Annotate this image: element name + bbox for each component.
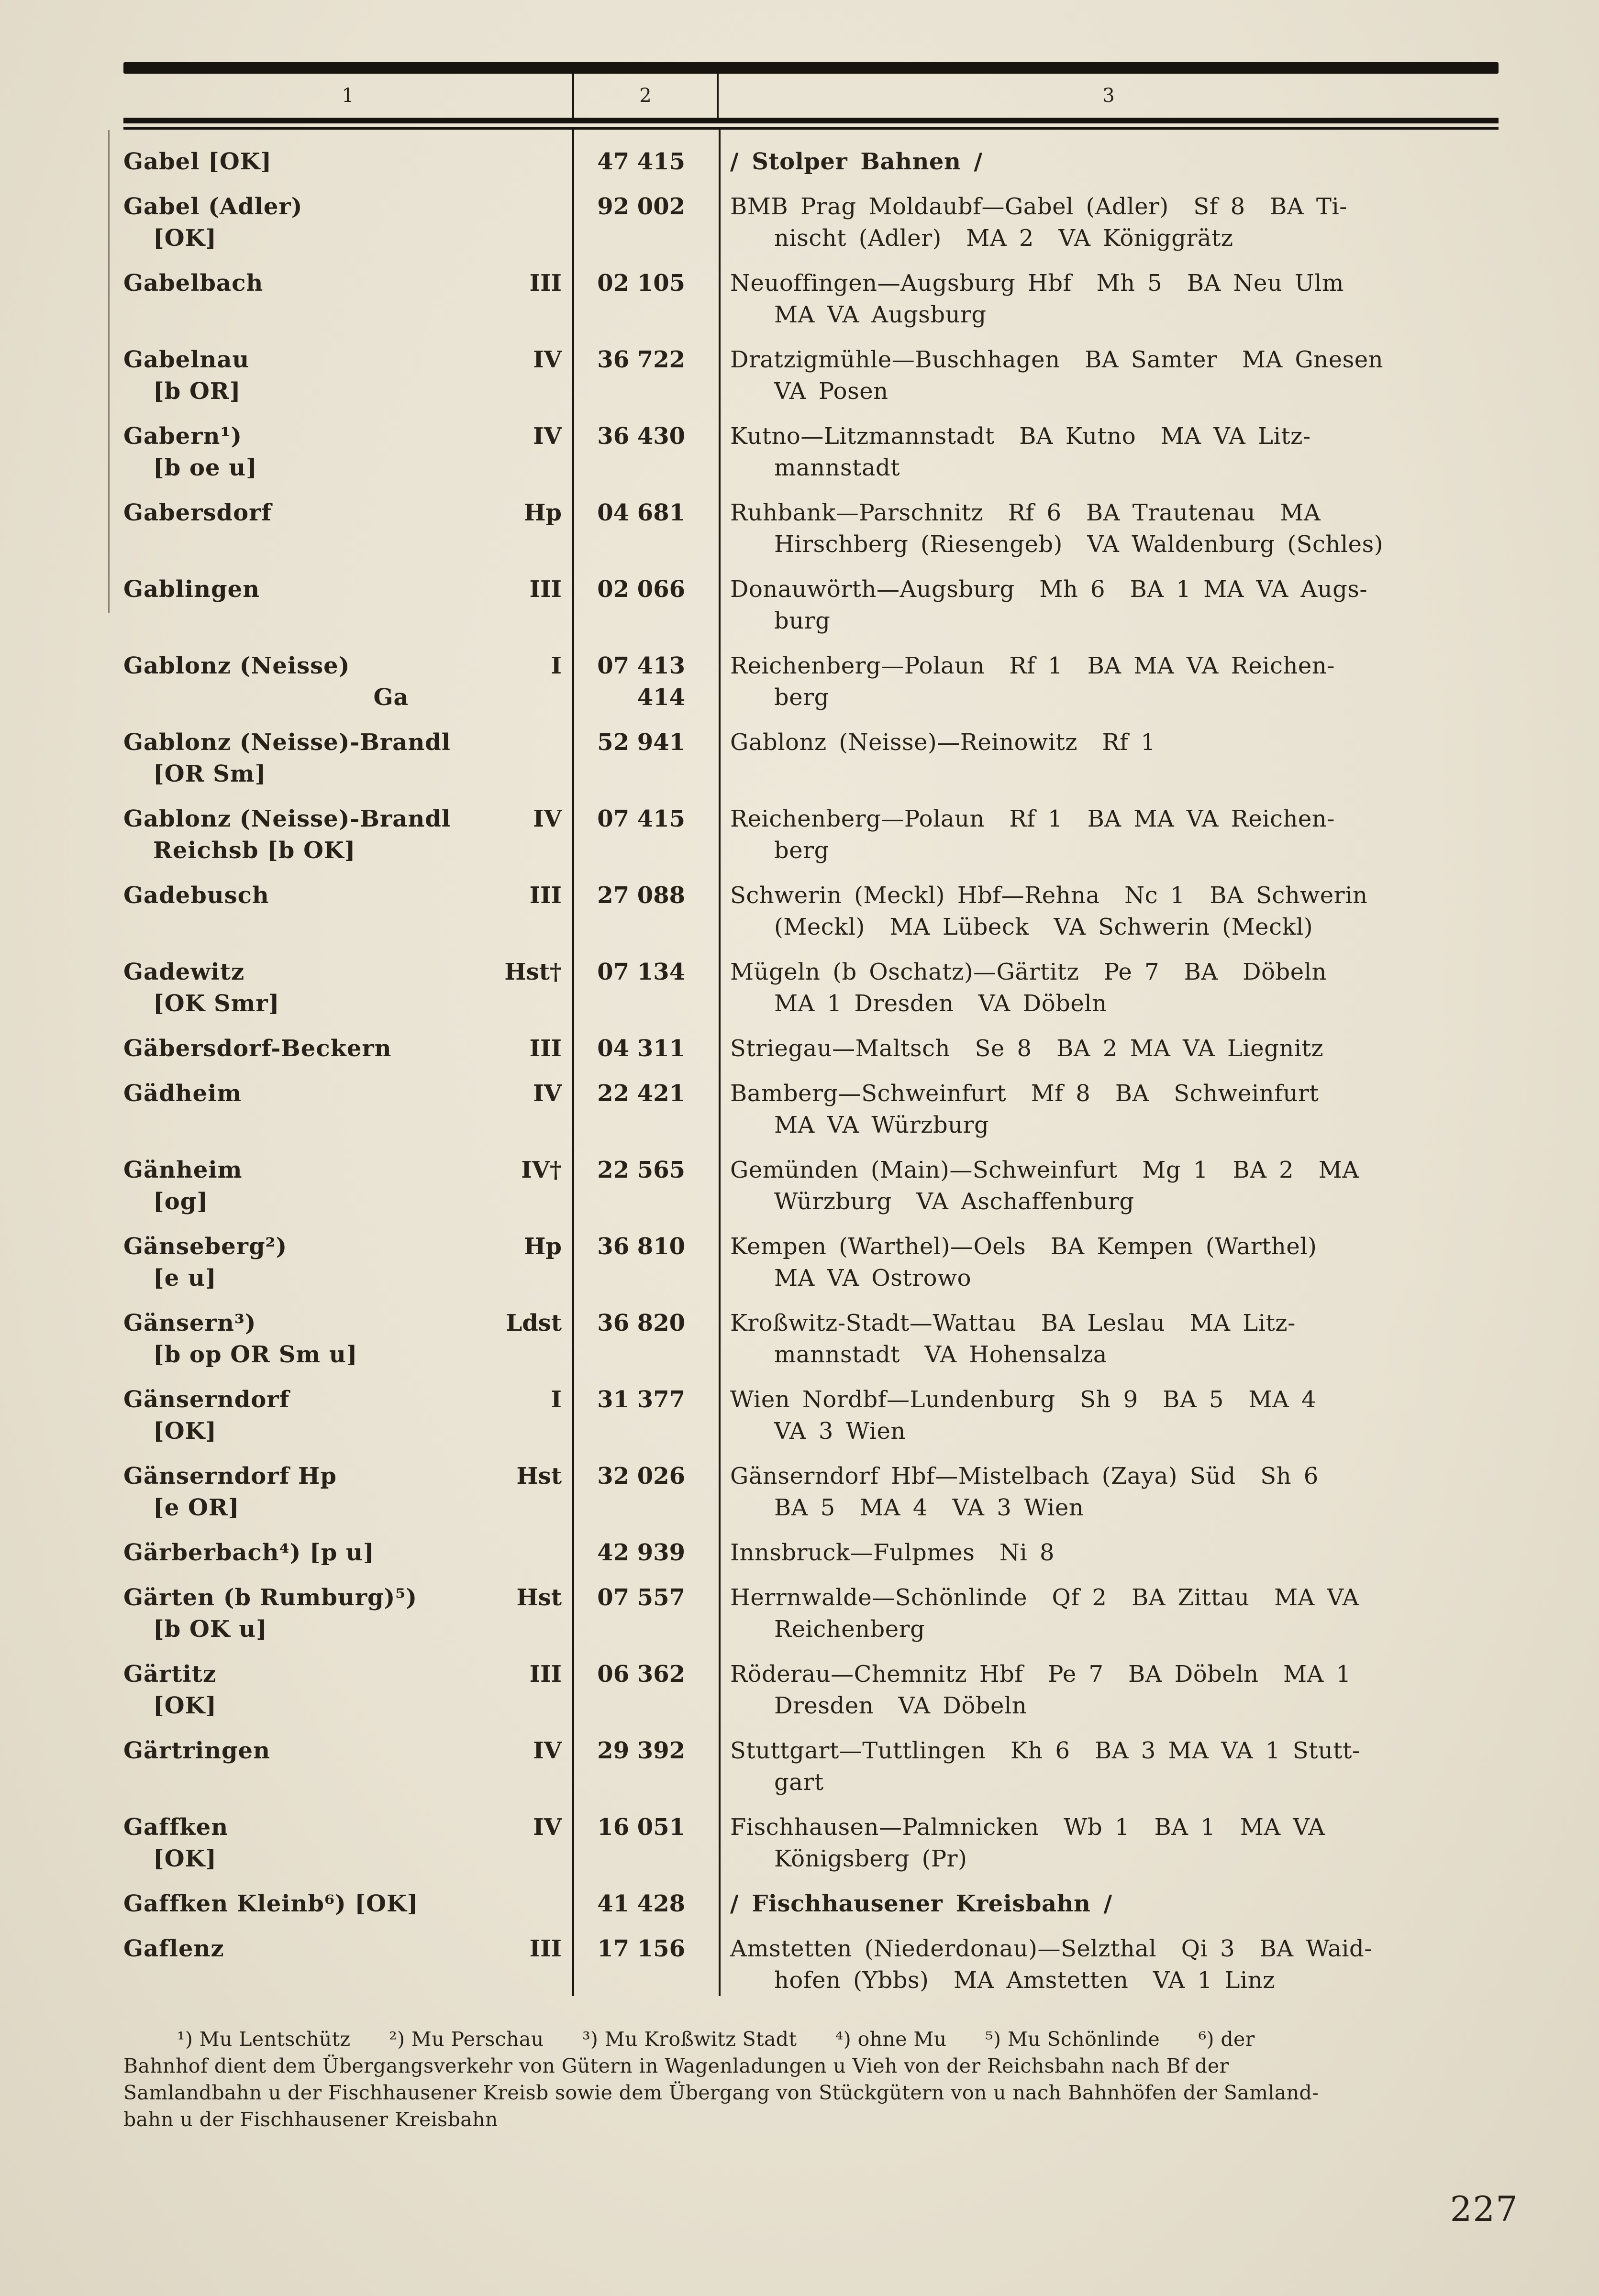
station-number: [572, 956, 719, 1019]
station-name-line: Gadewitz: [123, 959, 245, 985]
station-name-line: [b OR]: [153, 378, 241, 405]
table-row: [123, 1811, 1499, 1875]
station-number: [572, 727, 719, 790]
station-name: [123, 650, 572, 713]
table-row: [123, 803, 1499, 866]
table-row: [123, 1888, 1499, 1920]
station-name: [123, 1582, 572, 1645]
station-cell: [123, 1231, 572, 1294]
station-cell: [123, 267, 572, 331]
route-line: Reichenberg—Polaun Rf 1 BA MA VA Reichen-: [730, 806, 1335, 832]
station-name-line: [OK]: [153, 225, 217, 252]
station-number: [572, 1307, 719, 1370]
route-line: hofen (Ybbs) MA Amstetten VA 1 Linz: [774, 1967, 1275, 1994]
table-row: [123, 1033, 1499, 1064]
station-cell: [123, 727, 572, 790]
station-name: [123, 880, 572, 911]
station-name-line: [e OR]: [153, 1494, 240, 1521]
station-name-line: [OK Smr]: [153, 990, 280, 1017]
station-name: [123, 267, 572, 299]
route-line: Wien Nordbf—Lundenburg Sh 9 BA 5 MA 4: [730, 1386, 1317, 1413]
station-name-line: Gabersdorf: [123, 499, 272, 526]
route-cell: [719, 1033, 1499, 1064]
table-row: [123, 956, 1499, 1019]
footnote-line: bahn u der Fischhausener Kreisbahn: [123, 2108, 498, 2131]
route-line: Kroßwitz-Stadt—Wattau BA Leslau MA Litz-: [730, 1310, 1296, 1336]
station-class: I: [551, 652, 562, 679]
station-name: [123, 1154, 572, 1217]
station-name: [123, 497, 572, 529]
route-cell: [719, 1582, 1499, 1645]
table-row: [123, 574, 1499, 637]
route-cell: [719, 1933, 1499, 1996]
station-number-line: 07 413: [597, 652, 685, 679]
route-line: / Stolper Bahnen /: [730, 148, 983, 175]
route-cell: [719, 344, 1499, 407]
station-name: [123, 1888, 572, 1920]
route-line: Amstetten (Niederdonau)—Selzthal Qi 3 BA Waid-: [730, 1935, 1372, 1962]
station-number-line: 04 681: [597, 499, 685, 526]
station-number: [572, 574, 719, 637]
route-line: berg: [774, 837, 829, 864]
route-cell: [719, 267, 1499, 331]
station-name: [123, 1658, 572, 1722]
station-number: [572, 267, 719, 331]
station-cell: [123, 1811, 572, 1875]
page-content: [123, 62, 1499, 2133]
column-divider-2: [719, 130, 721, 1996]
route-cell: [719, 497, 1499, 560]
station-cell: [123, 956, 572, 1019]
route-cell: [719, 1811, 1499, 1875]
route-line: Herrnwalde—Schönlinde Qf 2 BA Zittau MA VA: [730, 1584, 1359, 1611]
table-row: [123, 1154, 1499, 1217]
station-class: III: [529, 1661, 562, 1688]
station-class: IV: [533, 346, 562, 373]
station-number: [572, 1384, 719, 1447]
station-name: [123, 1537, 572, 1568]
station-name: [123, 1033, 572, 1064]
station-cell: [123, 497, 572, 560]
station-class: III: [529, 882, 562, 909]
route-cell: [719, 1154, 1499, 1217]
station-cell: [123, 1735, 572, 1798]
station-number-line: 36 810: [597, 1233, 685, 1260]
station-number-line: 27 088: [597, 882, 685, 909]
station-number: [572, 1154, 719, 1217]
station-name-line: [b OK u]: [153, 1616, 267, 1643]
station-name: [123, 1811, 572, 1875]
station-cell: [123, 574, 572, 637]
station-name: [123, 803, 572, 866]
station-cell: [123, 650, 572, 713]
route-cell: [719, 1537, 1499, 1568]
station-number: [572, 1888, 719, 1920]
station-cell: [123, 1582, 572, 1645]
station-class: IV: [533, 1814, 562, 1841]
station-name: [123, 1460, 572, 1523]
station-name-line: Gablingen: [123, 576, 260, 603]
station-class: IV†: [521, 1157, 562, 1183]
table-row: [123, 1933, 1499, 1996]
station-number-line: 07 415: [597, 806, 685, 832]
route-line: Ruhbank—Parschnitz Rf 6 BA Trautenau MA: [730, 499, 1321, 526]
table-row: [123, 267, 1499, 331]
station-number: [572, 420, 719, 484]
station-cell: [123, 1078, 572, 1141]
station-cell: [123, 1658, 572, 1722]
station-number-line: 06 362: [597, 1661, 685, 1688]
station-name-line: [OK]: [153, 1692, 217, 1719]
table-row: [123, 191, 1499, 254]
station-name-line: Gadebusch: [123, 882, 269, 909]
route-line: Röderau—Chemnitz Hbf Pe 7 BA Döbeln MA 1: [730, 1661, 1351, 1688]
table-row: [123, 1537, 1499, 1568]
route-cell: [719, 1231, 1499, 1294]
station-name-line: Gaffken Kleinb⁶) [OK]: [123, 1890, 419, 1917]
route-line: Innsbruck—Fulpmes Ni 8: [730, 1539, 1055, 1566]
station-number-line: 22 421: [597, 1080, 685, 1107]
station-name-line: Gablonz (Neisse)-Brandl: [123, 806, 451, 832]
station-name-line: Gärberbach⁴) [p u]: [123, 1539, 375, 1566]
station-name: [123, 191, 572, 254]
route-cell: [719, 1888, 1499, 1920]
table-row: [123, 1735, 1499, 1798]
station-number-line: 29 392: [597, 1737, 685, 1764]
station-name: [123, 344, 572, 407]
station-number: [572, 497, 719, 560]
station-name-line: Reichsb [b OK]: [153, 837, 356, 864]
station-cell: [123, 1307, 572, 1370]
route-line: MA 1 Dresden VA Döbeln: [774, 990, 1107, 1017]
route-line: mannstadt: [774, 454, 900, 481]
footnotes: [123, 2026, 1499, 2133]
station-name-line: Gablonz (Neisse)-Brandl: [123, 729, 451, 756]
station-cell: [123, 1888, 572, 1920]
station-number-line: 41 428: [597, 1890, 685, 1917]
station-class: IV: [533, 423, 562, 450]
station-number-line: 36 722: [597, 346, 685, 373]
column-header-row: [123, 74, 1499, 118]
station-number-line: 36 430: [597, 423, 685, 450]
route-line: gart: [774, 1769, 824, 1796]
station-number-line: 31 377: [597, 1386, 685, 1413]
station-name: [123, 1384, 572, 1447]
route-line: Gemünden (Main)—Schweinfurt Mg 1 BA 2 MA: [730, 1157, 1359, 1183]
station-name: [123, 420, 572, 484]
route-line: MA VA Augsburg: [774, 301, 987, 328]
station-name-line: Gärten (b Rumburg)⁵): [123, 1584, 418, 1611]
station-class: IV: [533, 806, 562, 832]
station-name-line: [e u]: [153, 1265, 217, 1292]
route-line: nischt (Adler) MA 2 VA Königgrätz: [774, 225, 1233, 252]
station-number-line: 02 066: [597, 576, 685, 603]
station-number: [572, 1811, 719, 1875]
station-name-line: [OR Sm]: [153, 761, 266, 787]
station-name: [123, 1307, 572, 1370]
station-cell: [123, 146, 572, 177]
station-name-line: Gaffken: [123, 1814, 229, 1841]
station-name: [123, 1735, 572, 1766]
station-name-line: Gädheim: [123, 1080, 242, 1107]
footnote-line: Samlandbahn u der Fischhausener Kreisb sowie dem Übergang von Stückgütern von u nach Bahnhöfen der Samland-: [123, 2081, 1319, 2104]
table-row: [123, 880, 1499, 943]
station-name-line: Gabelnau: [123, 346, 250, 373]
route-line: Stuttgart—Tuttlingen Kh 6 BA 3 MA VA 1 Stutt-: [730, 1737, 1360, 1764]
station-cell: [123, 1537, 572, 1568]
station-class: III: [529, 576, 562, 603]
route-cell: [719, 420, 1499, 484]
station-number-line: 32 026: [597, 1463, 685, 1490]
station-number: [572, 191, 719, 254]
station-number: [572, 1231, 719, 1294]
station-number: [572, 1658, 719, 1722]
table-row: [123, 1658, 1499, 1722]
station-cell: [123, 1154, 572, 1217]
station-number: [572, 146, 719, 177]
station-number: [572, 1582, 719, 1645]
station-number: [572, 1537, 719, 1568]
route-line: Striegau—Maltsch Se 8 BA 2 MA VA Liegnitz: [730, 1035, 1324, 1062]
route-line: Dresden VA Döbeln: [774, 1692, 1027, 1719]
column-header-3: 3: [1102, 85, 1115, 107]
station-number: [572, 803, 719, 866]
top-rule: [123, 62, 1499, 74]
route-line: mannstadt VA Hohensalza: [774, 1341, 1107, 1368]
station-name-line: Gärtringen: [123, 1737, 270, 1764]
route-cell: [719, 880, 1499, 943]
station-name-line: [OK]: [153, 1845, 217, 1872]
column-divider-1: [572, 130, 574, 1996]
station-number-line: 414: [637, 684, 685, 711]
station-cell: [123, 880, 572, 943]
route-line: Schwerin (Meckl) Hbf—Rehna Nc 1 BA Schwerin: [730, 882, 1368, 909]
route-line: Gablonz (Neisse)—Reinowitz Rf 1: [730, 729, 1156, 756]
route-line: Reichenberg—Polaun Rf 1 BA MA VA Reichen-: [730, 652, 1335, 679]
route-line: Fischhausen—Palmnicken Wb 1 BA 1 MA VA: [730, 1814, 1325, 1841]
route-line: VA 3 Wien: [774, 1418, 906, 1445]
route-cell: [719, 146, 1499, 177]
station-name-line: Gabelbach: [123, 270, 264, 297]
station-name-line: [b oe u]: [153, 454, 257, 481]
station-number: [572, 650, 719, 713]
station-name-line: Gabel (Adler): [123, 193, 303, 220]
station-cell: [123, 1033, 572, 1064]
route-cell: [719, 650, 1499, 713]
station-number-line: 52 941: [597, 729, 685, 756]
station-class: Hst†: [504, 959, 562, 985]
route-line: Kempen (Warthel)—Oels BA Kempen (Warthel): [730, 1233, 1317, 1260]
station-class: Hst: [516, 1584, 562, 1611]
station-name: [123, 1933, 572, 1965]
column-header-1: 1: [342, 85, 354, 107]
table-row: [123, 146, 1499, 177]
route-cell: [719, 803, 1499, 866]
station-number: [572, 1033, 719, 1064]
station-number: [572, 344, 719, 407]
route-cell: [719, 956, 1499, 1019]
station-name-line: Gänserndorf Hp: [123, 1463, 337, 1490]
station-cell: [123, 1384, 572, 1447]
scan-artifact-line: [108, 130, 110, 613]
station-cell: [123, 191, 572, 254]
table-row: [123, 1307, 1499, 1370]
table-row: [123, 420, 1499, 484]
station-class: III: [529, 1935, 562, 1962]
table-row: [123, 650, 1499, 713]
route-line: MA VA Ostrowo: [774, 1265, 971, 1292]
station-number-line: 07 134: [597, 959, 685, 985]
station-class: III: [529, 1035, 562, 1062]
station-number-line: 16 051: [597, 1814, 685, 1841]
footnote-line: ¹) Mu Lentschütz ²) Mu Perschau ³) Mu Kroßwitz Stadt ⁴) ohne Mu ⁵) Mu Schönlinde ⁶) der: [177, 2028, 1255, 2051]
station-name: [123, 727, 572, 790]
station-number-line: 36 820: [597, 1310, 685, 1336]
station-name: [123, 1078, 572, 1109]
table-row: [123, 1582, 1499, 1645]
station-name-line: Gänsern³): [123, 1310, 256, 1336]
station-table: [123, 130, 1499, 1996]
station-name-line: Gänserndorf: [123, 1386, 290, 1413]
station-number: [572, 1735, 719, 1798]
station-number: [572, 880, 719, 943]
route-cell: [719, 1735, 1499, 1798]
station-number-line: 47 415: [597, 148, 685, 175]
route-line: VA Posen: [774, 378, 888, 405]
table-row: [123, 1460, 1499, 1523]
route-line: burg: [774, 607, 831, 634]
table-row: [123, 344, 1499, 407]
station-class: IV: [533, 1737, 562, 1764]
station-name-line: Gänseberg²): [123, 1233, 288, 1260]
station-cell: [123, 1460, 572, 1523]
station-cell: [123, 344, 572, 407]
table-row: [123, 727, 1499, 790]
station-class: Ldst: [506, 1310, 562, 1336]
station-number-line: 92 002: [597, 193, 685, 220]
station-number: [572, 1460, 719, 1523]
station-name-line: [b op OR Sm u]: [153, 1341, 358, 1368]
station-cell: [123, 420, 572, 484]
station-number-line: 04 311: [597, 1035, 685, 1062]
station-class: I: [551, 1386, 562, 1413]
station-number-line: 07 557: [597, 1584, 685, 1611]
route-line: BA 5 MA 4 VA 3 Wien: [774, 1494, 1084, 1521]
route-line: Mügeln (b Oschatz)—Gärtitz Pe 7 BA Döbeln: [730, 959, 1327, 985]
station-cell: [123, 1933, 572, 1996]
station-name-line: Gablonz (Neisse): [123, 652, 350, 679]
table-row: [123, 1078, 1499, 1141]
double-rule-thick: [123, 118, 1499, 123]
route-cell: [719, 574, 1499, 637]
station-name: [123, 146, 572, 177]
route-cell: [719, 1307, 1499, 1370]
station-class: Hst: [516, 1463, 562, 1490]
station-number-line: 17 156: [597, 1935, 685, 1962]
route-cell: [719, 1384, 1499, 1447]
station-name-line: Gäbersdorf-Beckern: [123, 1035, 392, 1062]
table-body: [123, 130, 1499, 1996]
route-line: BMB Prag Moldaubf—Gabel (Adler) Sf 8 BA Ti-: [730, 193, 1347, 220]
route-line: Gänserndorf Hbf—Mistelbach (Zaya) Süd Sh 6: [730, 1463, 1319, 1490]
route-line: Neuoffingen—Augsburg Hbf Mh 5 BA Neu Ulm: [730, 270, 1344, 297]
station-cell: [123, 803, 572, 866]
table-row: [123, 1231, 1499, 1294]
station-number: [572, 1078, 719, 1141]
route-line: Donauwörth—Augsburg Mh 6 BA 1 MA VA Augs-: [730, 576, 1368, 603]
route-line: MA VA Würzburg: [774, 1112, 989, 1138]
route-line: Reichenberg: [774, 1616, 925, 1643]
station-class: Hp: [524, 1233, 562, 1260]
route-cell: [719, 191, 1499, 254]
station-name-line: Gabern¹): [123, 423, 243, 450]
route-line: Königsberg (Pr): [774, 1845, 967, 1872]
station-name-line: Gärtitz: [123, 1661, 217, 1688]
footnote-line: Bahnhof dient dem Übergangsverkehr von Gütern in Wagenladungen u Vieh von der Reichsbahn nach Bf der: [123, 2054, 1229, 2077]
station-number-line: 42 939: [597, 1539, 685, 1566]
route-cell: [719, 727, 1499, 790]
station-name-line: Gaflenz: [123, 1935, 224, 1962]
station-class: III: [529, 270, 562, 297]
route-line: Hirschberg (Riesengeb) VA Waldenburg (Schles): [774, 531, 1383, 558]
station-number: [572, 1933, 719, 1996]
station-name-line: [og]: [153, 1188, 208, 1215]
station-name: [123, 574, 572, 605]
table-row: [123, 497, 1499, 560]
route-line: Bamberg—Schweinfurt Mf 8 BA Schweinfurt: [730, 1080, 1319, 1107]
station-name-line: [OK]: [153, 1418, 217, 1445]
station-name-line: Gänheim: [123, 1157, 243, 1183]
table-row: [123, 1384, 1499, 1447]
route-line: / Fischhausener Kreisbahn /: [730, 1890, 1112, 1917]
route-line: Dratzigmühle—Buschhagen BA Samter MA Gnesen: [730, 346, 1384, 373]
station-name-line: Ga: [153, 684, 409, 711]
station-name-line: Gabel [OK]: [123, 148, 272, 175]
route-cell: [719, 1460, 1499, 1523]
route-line: (Meckl) MA Lübeck VA Schwerin (Meckl): [774, 914, 1313, 940]
route-cell: [719, 1658, 1499, 1722]
station-class: IV: [533, 1080, 562, 1107]
station-number-line: 02 105: [597, 270, 685, 297]
route-line: Würzburg VA Aschaffenburg: [774, 1188, 1134, 1215]
station-class: Hp: [524, 499, 562, 526]
station-name: [123, 1231, 572, 1294]
page-number: 227: [1450, 2189, 1519, 2229]
station-number-line: 22 565: [597, 1157, 685, 1183]
column-header-2: 2: [572, 74, 719, 118]
route-line: Kutno—Litzmannstadt BA Kutno MA VA Litz-: [730, 423, 1311, 450]
route-line: berg: [774, 684, 829, 711]
route-cell: [719, 1078, 1499, 1141]
